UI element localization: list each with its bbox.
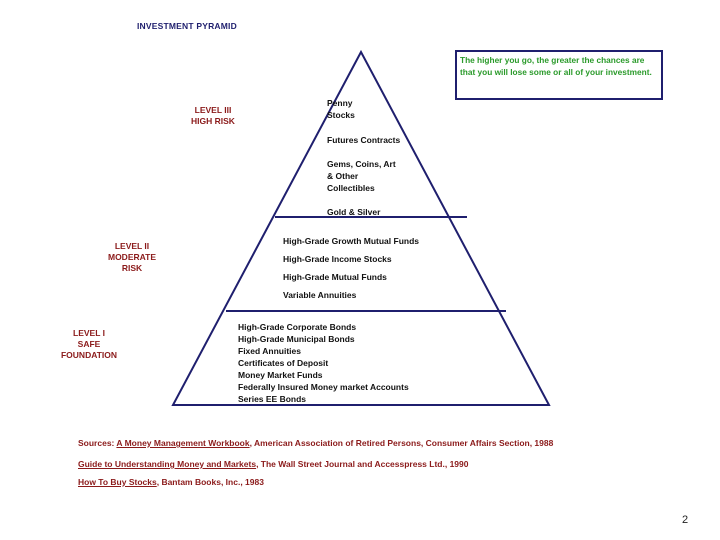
level-3-item-gold: Gold & Silver xyxy=(327,207,381,217)
level-1-item: Money Market Funds xyxy=(238,370,323,380)
source-title-link[interactable]: How To Buy Stocks xyxy=(78,477,157,487)
level-1-item: Certificates of Deposit xyxy=(238,358,329,368)
level-1-item: Fixed Annuities xyxy=(238,346,301,356)
level-2-label: LEVEL II MODERATE RISK xyxy=(107,241,156,273)
level-2-item: High-Grade Mutual Funds xyxy=(283,272,387,282)
level-1-item: High-Grade Corporate Bonds xyxy=(238,322,357,332)
level-1-label: LEVEL I SAFE FOUNDATION xyxy=(60,328,118,360)
source-title-link[interactable]: Guide to Understanding Money and Markets xyxy=(78,459,257,469)
risk-note-box: The higher you go, the greater the chances are that you will lose some or all of your investment. xyxy=(455,50,663,100)
level-1-item: High-Grade Municipal Bonds xyxy=(238,334,355,344)
source-line-1: Sources: A Money Management Workbook, American Association of Retired Persons, Consumer Affairs Section, 1988 xyxy=(78,438,554,448)
level-2-item: High-Grade Growth Mutual Funds xyxy=(283,236,419,246)
level-2-item: High-Grade Income Stocks xyxy=(283,254,392,264)
level-3-item-futures: Futures Contracts xyxy=(327,135,401,145)
level-1-item: Federally Insured Money market Accounts xyxy=(238,382,409,392)
page-number: 2 xyxy=(682,514,689,526)
level-1-item: Series EE Bonds xyxy=(238,394,307,404)
level-3-item-penny-stocks: Penny Stocks xyxy=(327,98,355,120)
source-line-2: Guide to Understanding Money and Markets, The Wall Street Journal and Accesspress Ltd., 1990 xyxy=(78,459,469,469)
source-line-3: How To Buy Stocks, Bantam Books, Inc., 1983 xyxy=(78,477,264,487)
level-2-item: Variable Annuities xyxy=(283,290,357,300)
level-3-item-collectibles: Gems, Coins, Art & Other Collectibles xyxy=(327,159,396,193)
source-title-link[interactable]: A Money Management Workbook xyxy=(116,438,250,448)
page-title: INVESTMENT PYRAMID xyxy=(137,21,237,31)
level-3-label: LEVEL III HIGH RISK xyxy=(191,105,235,126)
